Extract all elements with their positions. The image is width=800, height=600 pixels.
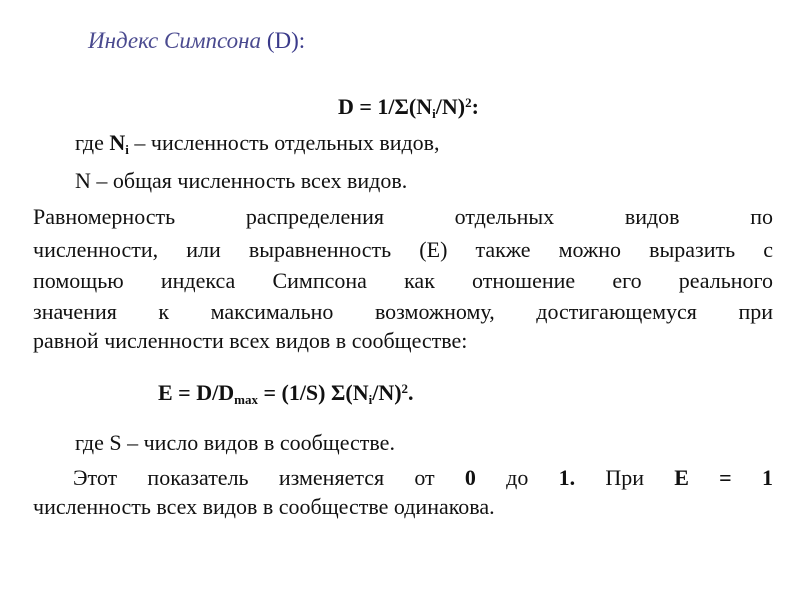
def-ni-text: – численность отдельных видов,: [128, 130, 440, 155]
slide-title: [88, 28, 305, 54]
formula2-end: .: [408, 380, 414, 405]
paragraph-line-2: численности, или выравненность (E) также можно выразить с: [33, 237, 773, 262]
formula2-sub: max: [234, 392, 258, 407]
conclusion-eq: E = 1: [674, 465, 773, 490]
formula2-sup: 2: [401, 381, 409, 396]
formula1-sup: 2: [465, 95, 472, 110]
conclusion-l1b: до: [475, 465, 559, 490]
definition-ni: [75, 130, 440, 158]
title-text: Индекс Симпсона: [88, 28, 267, 53]
title-colon: :: [298, 28, 306, 53]
paragraph-line-3: помощью индекса Симпсона как отношение его реального: [33, 268, 773, 293]
conclusion-zero: 0: [464, 465, 476, 490]
formula1-end: :: [471, 94, 479, 119]
formula2-a: E = D/D: [158, 380, 235, 405]
definition-n: N – общая численность всех видов.: [75, 168, 408, 193]
evenness-formula: [158, 380, 414, 408]
conclusion-line-2: численность всех видов в сообществе одинакова.: [33, 494, 495, 519]
paragraph-line-1: [33, 200, 773, 233]
conclusion-one: 1.: [558, 465, 576, 490]
def-ni-prefix: где: [75, 130, 110, 155]
def-ni-var: N: [109, 130, 126, 155]
title-d: (D): [266, 28, 299, 53]
conclusion-l1a: Этот показатель изменяется от: [73, 465, 465, 490]
def-ni-sub: i: [125, 142, 129, 157]
paragraph-l1: Равномерность распределения отдельных видов по: [33, 204, 773, 229]
conclusion-l1c: При: [575, 465, 675, 490]
definition-s: где S – число видов в сообществе.: [75, 430, 395, 455]
formula2-sub2: i: [368, 392, 373, 407]
formula2-b: = (1/S) Σ(N: [257, 380, 369, 405]
conclusion-line-1: [33, 461, 773, 494]
paragraph-line-4: значения к максимально возможному, достигающемуся при: [33, 299, 773, 324]
formula1-mid: /N): [435, 94, 466, 119]
paragraph-line-5: равной численности всех видов в сообществе:: [33, 328, 468, 353]
formula2-c: /N): [372, 380, 402, 405]
formula1-sub: i: [432, 106, 436, 121]
formula1-lhs: D = 1/Σ(N: [338, 94, 433, 119]
simpson-formula: [338, 94, 479, 122]
